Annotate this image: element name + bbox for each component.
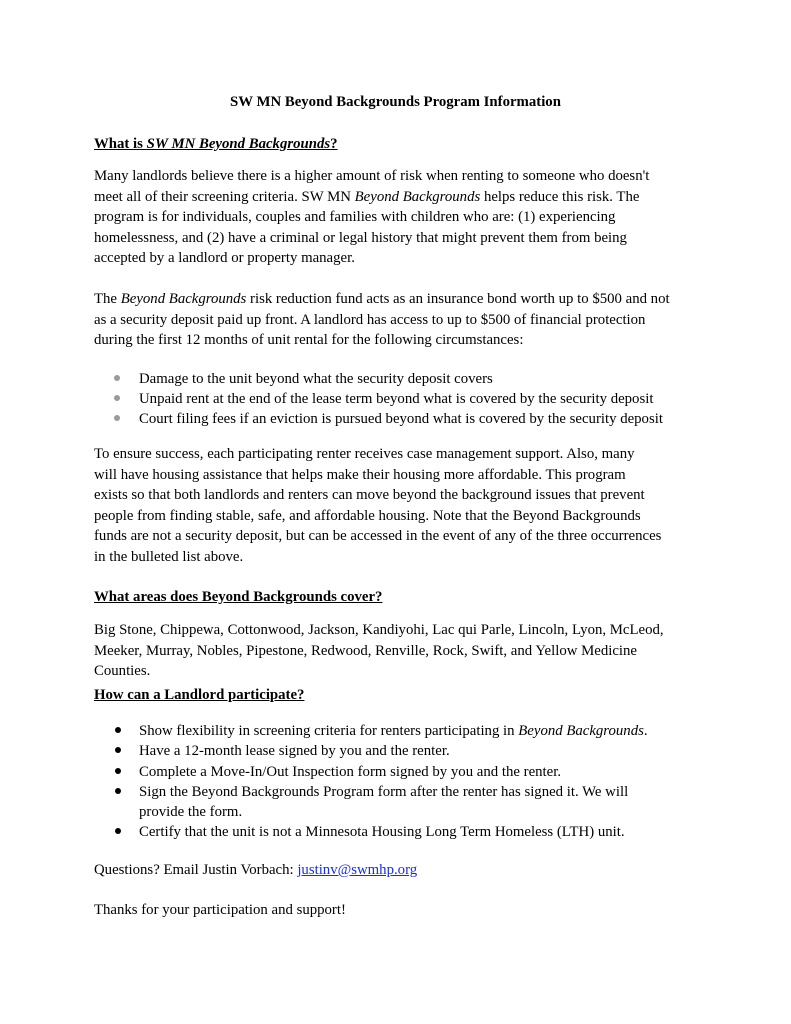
bullet-icon (114, 395, 120, 401)
section-heading-areas: What areas does Beyond Backgrounds cover? (94, 589, 383, 605)
bullet-icon (115, 768, 121, 774)
list-item: Damage to the unit beyond what the security deposit covers (94, 369, 663, 389)
section-heading-participate: How can a Landlord participate? (94, 687, 305, 703)
text-line: will have housing assistance that helps make their housing more affordable. This program (94, 466, 626, 483)
text-line: Many landlords believe there is a higher amount of risk when renting to someone who doesn't (94, 168, 650, 184)
bullet-icon (114, 415, 120, 421)
areas-paragraph (94, 620, 704, 682)
section-heading-what-is (94, 135, 338, 153)
heading-italic: SW MN Beyond Backgrounds (146, 136, 331, 152)
bullet-icon (114, 375, 120, 381)
bullet-icon (115, 747, 121, 753)
heading-prefix: What is (94, 136, 147, 152)
bullet-icon (115, 788, 121, 794)
support-paragraph (94, 444, 704, 568)
email-link[interactable]: justinv@swmhp.org (297, 862, 418, 878)
closing-line: Thanks for your participation and support! (94, 902, 346, 918)
text-line: people from finding stable, safe, and affordable housing. Note that the Beyond Backgrounds (94, 507, 641, 524)
text-line: Big Stone, Chippewa, Cottonwood, Jackson, Kandiyohi, Lac qui Parle, Lincoln, Lyon, McLeod, (94, 622, 664, 638)
contact-prefix: Questions? Email Justin Vorbach: (94, 862, 298, 878)
text-line: The Beyond Backgrounds risk reduction fund acts as an insurance bond worth up to $500 and not (94, 291, 670, 307)
text-line: funds are not a security deposit, but can be accessed in the event of any of the three occurrences (94, 528, 662, 545)
list-item: Complete a Move-In/Out Inspection form signed by you and the renter. (94, 762, 648, 782)
participation-list (94, 721, 648, 843)
fund-paragraph (94, 289, 704, 351)
text-line: accepted by a landlord or property manager. (94, 250, 355, 267)
text-line: exists so that both landlords and renters can move beyond the background issues that prevent (94, 487, 645, 504)
intro-paragraph (94, 166, 704, 269)
text-line: as a security deposit paid up front. A landlord has access to up to $500 of financial protection (94, 311, 646, 328)
list-item: Court filing fees if an eviction is pursued beyond what is covered by the security deposit (94, 409, 663, 429)
list-item: Unpaid rent at the end of the lease term beyond what is covered by the security deposit (94, 389, 663, 409)
text-line: in the bulleted list above. (94, 548, 244, 565)
page-title: SW MN Beyond Backgrounds Program Information (230, 94, 561, 110)
circumstances-list (94, 369, 663, 429)
contact-line (94, 860, 704, 881)
list-item: Show flexibility in screening criteria for renters participating in Beyond Backgrounds. (94, 721, 648, 741)
list-item: Sign the Beyond Backgrounds Program form after the renter has signed it. We will provide the form. (94, 782, 648, 823)
text-line: Meeker, Murray, Nobles, Pipestone, Redwood, Renville, Rock, Swift, and Yellow Medicine (94, 642, 637, 659)
list-item: Have a 12-month lease signed by you and the renter. (94, 741, 648, 761)
text-line: during the first 12 months of unit rental for the following circumstances: (94, 332, 524, 349)
text-line: program is for individuals, couples and families with children who are: (1) experiencing (94, 209, 616, 226)
text-line: To ensure success, each participating renter receives case management support. Also, many (94, 446, 635, 462)
bullet-icon (115, 727, 121, 733)
text-line: meet all of their screening criteria. SW MN Beyond Backgrounds helps reduce this risk. The (94, 188, 640, 205)
list-item: Certify that the unit is not a Minnesota Housing Long Term Homeless (LTH) unit. (94, 822, 648, 842)
text-line: homelessness, and (2) have a criminal or legal history that might prevent them from being (94, 229, 627, 246)
bullet-icon (115, 828, 121, 834)
text-line: Counties. (94, 663, 151, 680)
heading-suffix: ? (330, 136, 338, 152)
